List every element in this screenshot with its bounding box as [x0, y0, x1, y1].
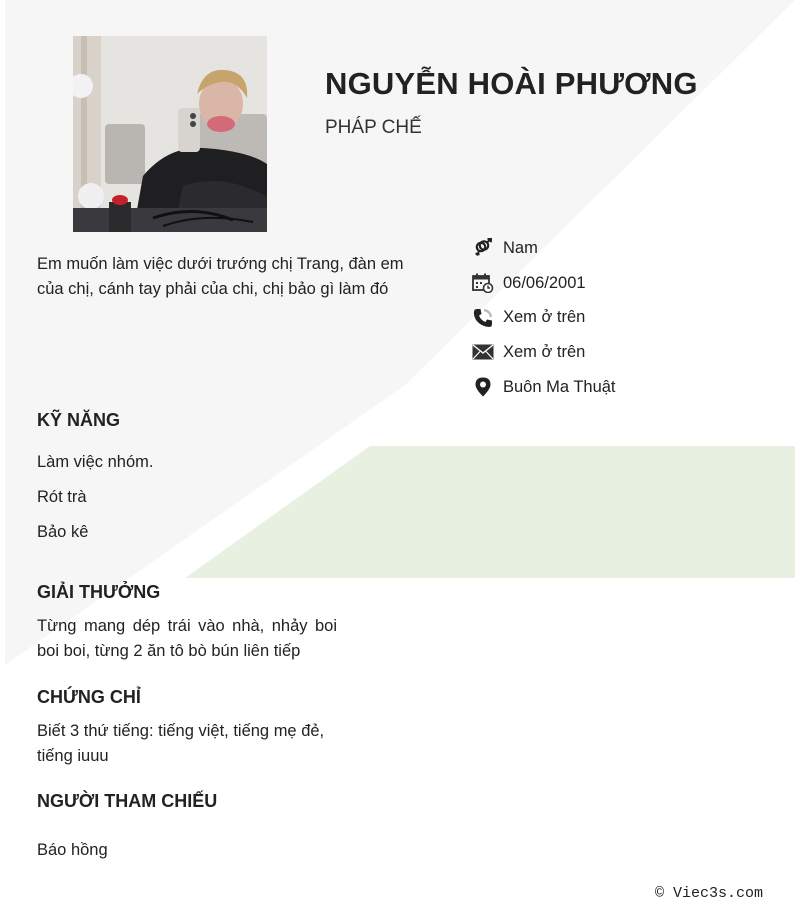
skill-item: Bảo kê [37, 523, 89, 541]
calendar-icon [472, 272, 494, 294]
career-objective: Em muốn làm việc dưới trướng chị Trang, đàn em của chị, cánh tay phải của chi, chị bảo gì làm đó [37, 255, 404, 298]
info-location [472, 370, 772, 405]
email-icon [472, 341, 494, 363]
section-title-skills: KỸ NĂNG [37, 410, 121, 430]
candidate-name: NGUYỄN HOÀI PHƯƠNG [325, 66, 698, 101]
gender-icon [472, 237, 494, 259]
phone-value: Xem ở trên [503, 308, 586, 327]
skills-list [37, 450, 153, 555]
info-email [472, 335, 772, 370]
gender-value: Nam [503, 238, 538, 257]
skill-item: Làm việc nhóm. [37, 453, 154, 471]
footer-copyright: © Viec3s.com [655, 885, 764, 902]
section-title-references: NGƯỜI THAM CHIẾU [37, 791, 218, 811]
birthdate-value: 06/06/2001 [503, 273, 586, 292]
section-title-awards: GIẢI THƯỞNG [37, 582, 161, 602]
info-phone [472, 300, 772, 335]
personal-info-list [472, 231, 772, 404]
location-value: Buôn Ma Thuật [503, 377, 616, 396]
info-birthdate [472, 266, 772, 301]
section-title-certificates: CHỨNG CHỈ [37, 687, 141, 707]
references-text: Báo hồng [37, 841, 108, 859]
certificates-text: Biết 3 thứ tiếng: tiếng việt, tiếng mẹ đẻ, tiếng iuuu [37, 722, 325, 765]
job-title: PHÁP CHẾ [325, 117, 422, 138]
phone-icon [472, 307, 494, 329]
profile-photo [73, 36, 267, 232]
location-pin-icon [472, 376, 494, 398]
info-gender [472, 231, 772, 266]
skill-item: Rót trà [37, 488, 87, 506]
awards-text: Từng mang dép trái vào nhà, nhảy boi boi boi, từng 2 ăn tô bò bún liên tiếp [37, 617, 337, 660]
email-value: Xem ở trên [503, 342, 586, 361]
